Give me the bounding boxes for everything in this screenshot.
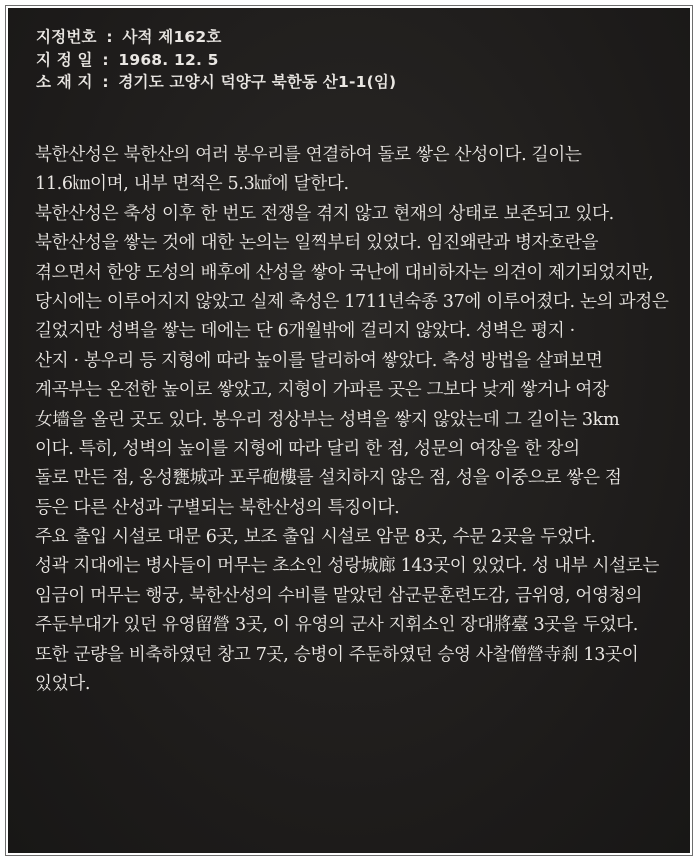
info-board [6,6,692,855]
text-line: 겪으면서 한양 도성의 배후에 산성을 쌓아 국난에 대비하자는 의견이 제기되었지만, [35,262,654,283]
text-line: 산지 · 봉우리 등 지형에 따라 높이를 달리하여 쌓았다. 축성 방법을 살펴보면 [35,350,603,371]
designation-number-value: 사적 제162호 [122,28,222,46]
text-line: 당시에는 이루어지지 않았고 실제 축성은 1711년숙종 37에 이루어졌다. 논의 과정은 [35,291,669,312]
designation-date-label: 지 정 일 [36,50,93,69]
text-line: 임금이 머무는 행궁, 북한산성의 수비를 맡았던 삼군문훈련도감, 금위영, 어영청의 [35,585,642,606]
text-line: 북한산성은 축성 이후 한 번도 전쟁을 겪지 않고 현재의 상태로 보존되고 있다. [35,203,614,224]
designation-number-row [36,26,396,49]
text-line: 길었지만 성벽을 쌓는 데에는 단 6개월밖에 걸리지 않았다. 성벽은 평지 · [35,321,575,342]
location-label: 소 재 지 [36,73,93,91]
separator: : [106,28,113,46]
location-row [36,71,396,94]
separator: : [102,50,109,69]
separator: : [102,73,109,91]
text-line: 있었다. [35,674,91,695]
location-value: 경기도 고양시 덕양구 북한동 산1-1(임) [118,73,397,91]
text-line: 주요 출입 시설로 대문 6곳, 보조 출입 시설로 암문 8곳, 수문 2곳을 두었다. [35,527,596,548]
description-text [35,141,675,699]
designation-number-label: 지정번호 [36,28,97,46]
text-line: 주둔부대가 있던 유영留營 3곳, 이 유영의 군사 지휘소인 장대將臺 3곳을 두었다. [35,615,639,636]
text-line: 女墻을 올린 곳도 있다. 봉우리 정상부는 성벽을 쌓지 않았는데 그 길이는 3km [35,409,620,430]
text-line: 또한 군량을 비축하였던 창고 7곳, 승병이 주둔하였던 승영 사찰僧營寺刹 13곳이 [35,644,639,665]
designation-date-row [36,49,396,72]
text-line: 북한산성을 쌓는 것에 대한 논의는 일찍부터 있었다. 임진왜란과 병자호란을 [35,233,599,254]
text-line: 성곽 지대에는 병사들이 머무는 초소인 성랑城廊 143곳이 있었다. 성 내부 시설로는 [35,556,660,577]
text-line: 돌로 만든 점, 옹성甕城과 포루砲樓를 설치하지 않은 점, 성을 이중으로 쌓은 점 [35,468,622,489]
designation-info [36,26,396,94]
text-line: 이다. 특히, 성벽의 높이를 지형에 따라 달리 한 점, 성문의 여장을 한 장의 [35,438,580,459]
text-line: 11.6㎞이며, 내부 면적은 5.3㎢에 달한다. [35,174,349,195]
designation-date-value: 1968. 12. 5 [118,50,219,69]
text-line: 등은 다른 산성과 구별되는 북한산성의 특징이다. [35,497,400,518]
text-line: 북한산성은 북한산의 여러 봉우리를 연결하여 돌로 쌓은 산성이다. 길이는 [35,145,582,165]
text-line: 계곡부는 온전한 높이로 쌓았고, 지형이 가파른 곳은 그보다 낮게 쌓거나 여장 [35,380,609,401]
